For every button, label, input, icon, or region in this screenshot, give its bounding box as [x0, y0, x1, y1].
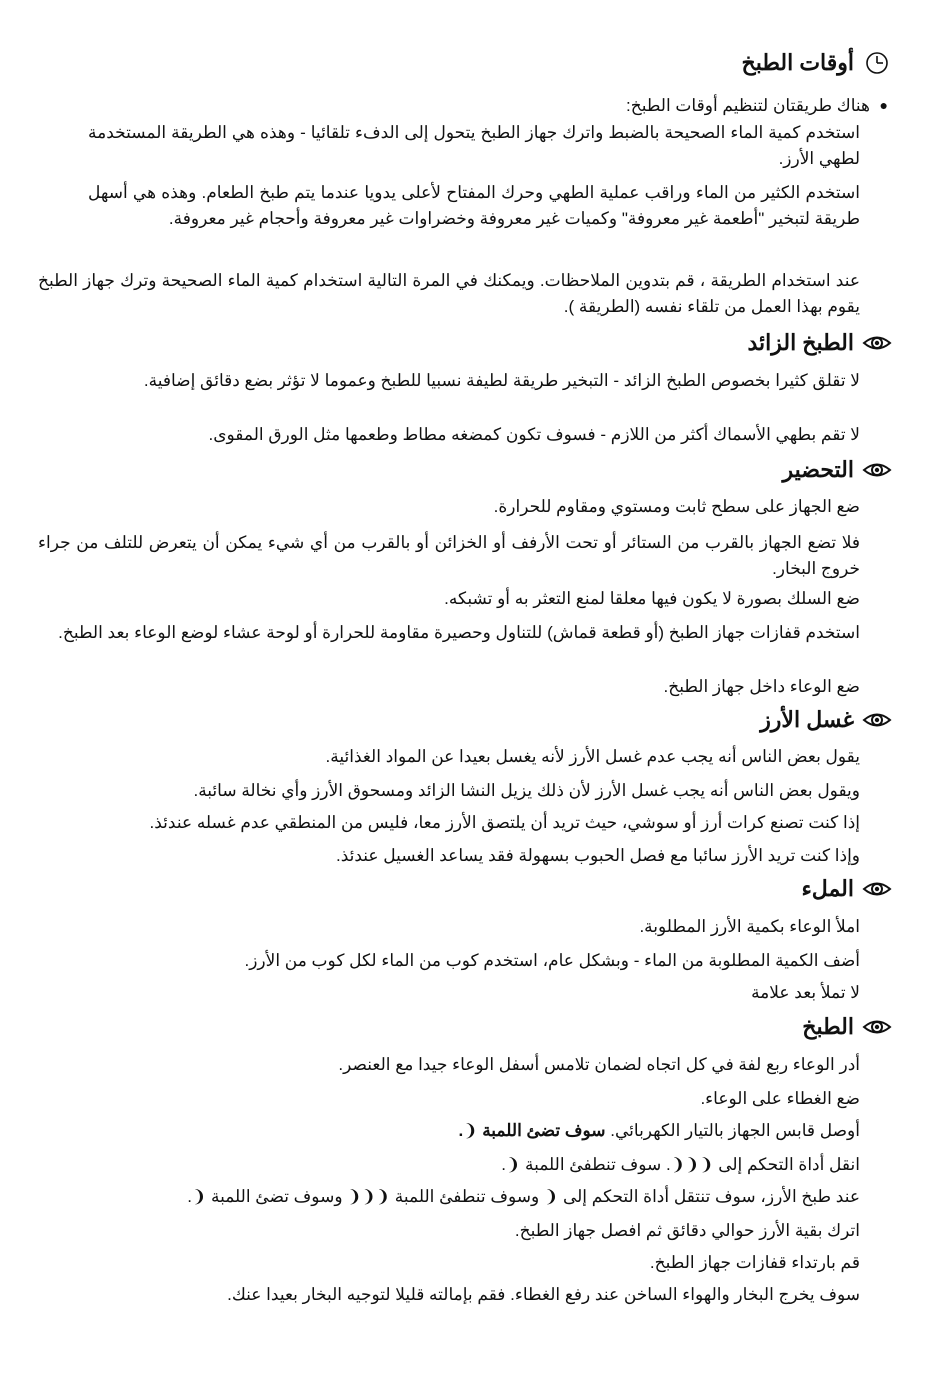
bullet-icon: ● [879, 97, 888, 113]
paragraph: ضع الوعاء داخل جهاز الطبخ. [663, 677, 860, 696]
section-title: الطبخ [802, 1014, 854, 1039]
eye-icon [862, 877, 892, 901]
paragraph: استخدم الكثير من الماء وراقب عملية الطهي وحرك المفتاح لأعلى يدويا عندما يتم طبخ الطعام. وهذه هي أسهل طريقة لتبخير "أطعمة غير معروفة" وكميات غير معروفة وخضراوات غير معروفة وأحجام غير معروفة. [88, 183, 860, 228]
paragraph: لا تقلق كثيرا بخصوص الطبخ الزائد - التبخير طريقة لطيفة نسبيا للطبخ وعموما لا تؤثر بضع دقائق إضافية. [143, 371, 860, 390]
paragraph: ضع الغطاء على الوعاء. [700, 1089, 860, 1108]
paragraph: هناك طريقتان لتنظيم أوقات الطبخ: [626, 96, 870, 115]
text-run: انقل أداة التحكم إلى [718, 1155, 860, 1174]
paragraph: فلا تضع الجهاز بالقرب من الستائر أو تحت الأرفف أو الخزائن أو بالقرب من أي شيء يمكن أن يتعرض للتلف من جراء خروج البخار. [38, 533, 860, 578]
text-run: وسوف تضئ اللمبة [210, 1187, 343, 1206]
paragraph: ويقول بعض الناس أنه يجب غسل الأرز لأن ذلك يزيل النشا الزائد ومسحوق الأرز وأي نخالة سائبة. [193, 781, 860, 800]
keep-warm-symbol-icon: ❨ [192, 1187, 207, 1207]
paragraph: املأ الوعاء بكمية الأرز المطلوبة. [639, 917, 860, 936]
section-heading-cooking-times [742, 48, 892, 78]
paragraph: إذا كنت تصنع كرات أرز أو سوشي، حيث تريد أن يلتصق الأرز معا، فليس من المنطقي عدم غسله عندئذ. [149, 813, 860, 832]
paragraph: لا تقم بطهي الأسماك أكثر من اللازم - فسوف تكون كمضغه مطاط وطعمها مثل الورق المقوى. [208, 425, 860, 444]
paragraph: اترك بقية الأرز حوالي دقائق ثم افصل جهاز الطبخ. [514, 1221, 860, 1240]
paragraph: استخدم كمية الماء الصحيحة بالضبط واترك جهاز الطبخ يتحول إلى الدفء تلقائيا - وهذه هي الطريقة المستخدمة لطهي الأرز. [88, 123, 860, 168]
text-run: . سوف تنطفئ اللمبة [524, 1155, 671, 1174]
clock-icon [862, 51, 892, 75]
keep-warm-symbol-icon: ❨ [463, 1121, 478, 1141]
paragraph: ضع الجهاز على سطح ثابت ومستوي ومقاوم للحرارة. [493, 497, 860, 516]
text-run: وسوف تنطفئ اللمبة [394, 1187, 540, 1206]
section-title: غسل الأرز [760, 707, 854, 732]
cook-symbol-icon: ❨❨❨ [670, 1155, 714, 1175]
paragraph: عند طبخ الأرز، سوف تنتقل أداة التحكم إلى ❨ وسوف تنطفئ اللمبة ❨❨❨ وسوف تضئ اللمبة ❨. [187, 1187, 860, 1207]
paragraph: استخدم قفازات جهاز الطبخ (أو قطعة قماش) للتناول وحصيرة مقاومة للحرارة أو لوحة عشاء لوضع الوعاء بعد الطبخ. [58, 623, 860, 642]
lamp-on-text: سوف تضئ اللمبة [482, 1121, 606, 1140]
paragraph: ضع السلك بصورة لا يكون فيها معلقا لمنع التعثر به أو تشبكه. [444, 589, 860, 608]
section-heading-cooking [802, 1012, 892, 1042]
section-title: أوقات الطبخ [741, 50, 854, 75]
section-heading-preparation [782, 455, 892, 485]
paragraph: لا تملأ بعد علامة [751, 983, 860, 1002]
paragraph: أوصل قابس الجهاز بالتيار الكهربائي. سوف تضئ اللمبة ❨. [458, 1121, 860, 1141]
section-heading-washing-rice [760, 705, 892, 735]
section-heading-overcooking [747, 328, 892, 358]
paragraph: عند استخدام الطريقة ، قم بتدوين الملاحظات. ويمكنك في المرة التالية استخدام كمية الماء الصحيحة وترك جهاز الطبخ يقوم بهذا العمل من تلقاء نفسه (الطريقة ). [38, 271, 860, 316]
keep-warm-symbol-icon: ❨ [506, 1155, 521, 1175]
paragraph: انقل أداة التحكم إلى ❨❨❨. سوف تنطفئ اللمبة ❨. [501, 1155, 860, 1175]
cook-symbol-icon: ❨❨❨ [347, 1187, 391, 1207]
section-title: الطبخ الزائد [747, 330, 854, 355]
paragraph: أضف الكمية المطلوبة من الماء - وبشكل عام، استخدم كوب من الماء لكل كوب من الأرز. [244, 951, 860, 970]
text-run: عند طبخ الأرز، سوف تنتقل أداة التحكم إلى [562, 1187, 860, 1206]
paragraph: قم بارتداء قفازات جهاز الطبخ. [649, 1253, 860, 1272]
eye-icon [862, 708, 892, 732]
paragraph: يقول بعض الناس أنه يجب عدم غسل الأرز لأنه يغسل بعيدا عن المواد الغذائية. [325, 747, 860, 766]
eye-icon [862, 331, 892, 355]
eye-icon [862, 458, 892, 482]
paragraph: سوف يخرج البخار والهواء الساخن عند رفع الغطاء. فقم بإمالته قليلا لتوجيه البخار بعيدا عنك. [227, 1285, 860, 1304]
section-title: التحضير [782, 457, 854, 482]
keep-warm-symbol-icon: ❨ [543, 1187, 559, 1207]
eye-icon [862, 1015, 892, 1039]
text-run: أوصل قابس الجهاز بالتيار الكهربائي. [610, 1121, 860, 1140]
section-title: الملء [801, 876, 854, 901]
section-heading-filling [801, 874, 892, 904]
paragraph: وإذا كنت تريد الأرز سائبا مع فصل الحبوب بسهولة فقد يساعد الغسيل عندئذ. [335, 846, 860, 865]
paragraph: أدر الوعاء ربع لفة في كل اتجاه لضمان تلامس أسفل الوعاء جيدا مع العنصر. [338, 1055, 860, 1074]
